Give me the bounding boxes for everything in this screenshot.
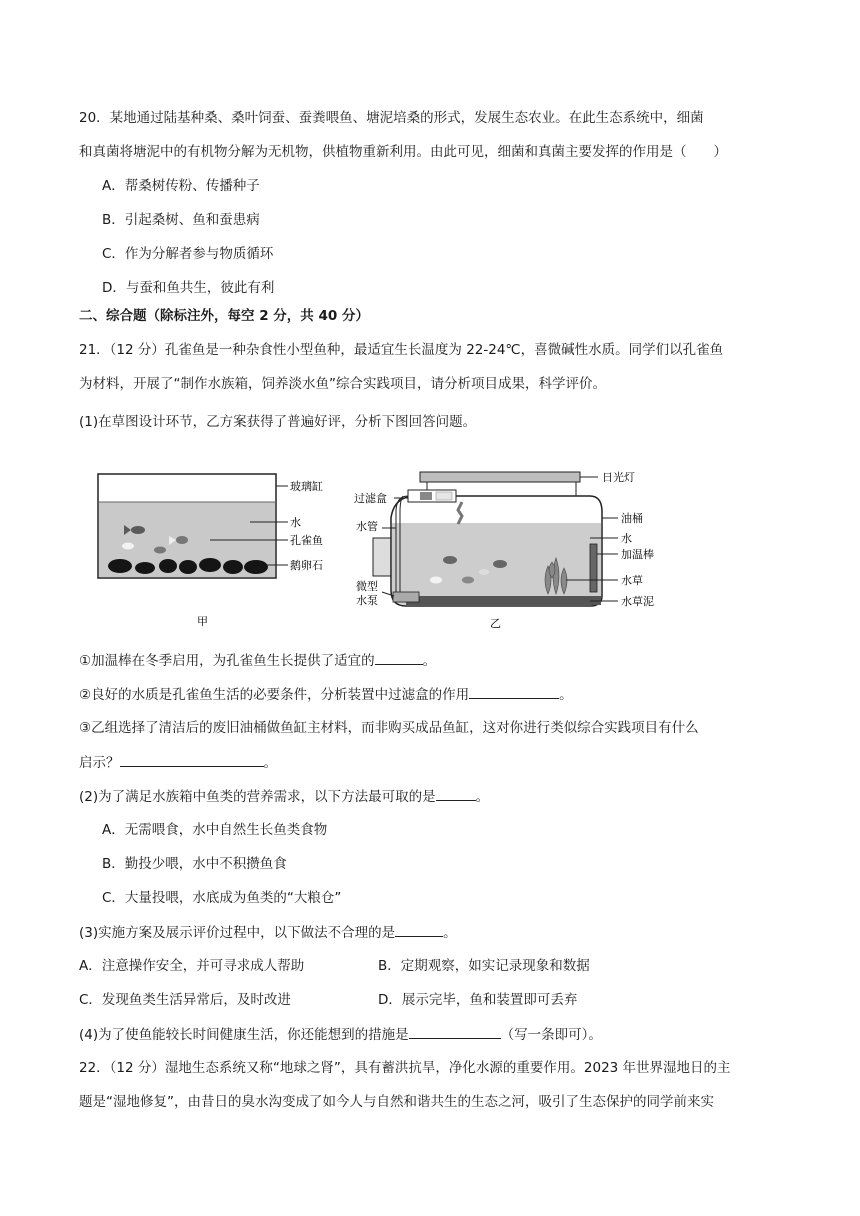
fig-b-label-heater: 加温棒: [621, 548, 654, 561]
q21-p2-option-b: B．勤投少喂，水中不积攒鱼食: [102, 856, 287, 872]
fig-b-label-lamp: 日光灯: [602, 471, 635, 484]
q21-sub1: ①加温棒在冬季启用，为孔雀鱼生长提供了适宜的 。: [79, 650, 436, 671]
answer-blank-3[interactable]: [120, 752, 264, 767]
q21-sub3-line1: ③乙组选择了清洁后的废旧油桶做鱼缸主材料，而非购买成品鱼缸，这对你进行类似综合实践项目有什么: [79, 720, 699, 736]
q21-part2: (2)为了满足水族箱中鱼类的营养需求，以下方法最可取的是 。: [79, 786, 489, 807]
q20-option-b: B．引起桑树、鱼和蚕患病: [102, 212, 260, 228]
fig-b-label-plant: 水草: [621, 574, 643, 587]
answer-blank-1[interactable]: [375, 650, 423, 665]
q21-p2-option-c: C．大量投喂，水底成为鱼类的“大粮仓”: [102, 890, 342, 906]
q21-line1: 21．（12 分）孔雀鱼是一种杂食性小型鱼种，最适宜生长温度为 22-24℃，喜微碱性水质。同学们以孔雀鱼: [79, 342, 724, 358]
fig-a-label-fish: 孔雀鱼: [290, 534, 323, 547]
q22-line2: 题是“湿地修复”，由昔日的臭水沟变成了如今人与自然和谐共生的生态之河，吸引了生态保护的同学前来实: [79, 1094, 714, 1110]
q22-line1: 22．（12 分）湿地生态系统又称“地球之肾”，具有蓄洪抗旱，净化水源的重要作用。2023 年世界湿地日的主: [79, 1060, 731, 1076]
answer-blank-4[interactable]: [436, 786, 476, 801]
fig-b-label-tube: 水管: [356, 520, 378, 533]
q21-sub3-line2: 启示？ 。: [79, 752, 277, 773]
q20-line1: 20．某地通过陆基种桑、桑叶饲蚕、蚕粪喂鱼、塘泥培桑的形式，发展生态农业。在此生态系统中，细菌: [79, 110, 704, 126]
fig-a-label-water: 水: [290, 516, 301, 529]
q20-option-d: D．与蚕和鱼共生，彼此有利: [102, 280, 275, 296]
fig-b-label-soil: 水草泥: [621, 595, 654, 608]
fig-b-label-water: 水: [621, 532, 632, 545]
fig-a-label-tank: 玻璃缸: [290, 480, 323, 493]
fig-b-label-barrel: 油桶: [621, 512, 643, 525]
q21-p3-option-d: D．展示完毕，鱼和装置即可丢弃: [378, 992, 578, 1008]
fig-a-caption: 甲: [197, 615, 208, 628]
q21-line2: 为材料，开展了“制作水族箱，饲养淡水鱼”综合实践项目，请分析项目成果，科学评价。: [79, 376, 606, 392]
q21-p3-option-c: C．发现鱼类生活异常后，及时改进: [79, 992, 291, 1008]
q21-part3: (3)实施方案及展示评价过程中，以下做法不合理的是 。: [79, 922, 457, 943]
q21-p3-option-a: A．注意操作安全，并可寻求成人帮助: [79, 958, 305, 974]
section2-title: 二、综合题（除标注外，每空 2 分，共 40 分）: [79, 308, 369, 324]
q21-p2-option-a: A．无需喂食，水中自然生长鱼类食物: [102, 822, 328, 838]
fig-b-label-pump-1: 微型: [356, 580, 378, 593]
fig-a-label-pebbles: 鹅卵石: [290, 559, 323, 572]
q21-part1: (1)在草图设计环节，乙方案获得了普遍好评，分析下图回答问题。: [79, 414, 477, 430]
q21-part4: (4)为了使鱼能较长时间健康生活，你还能想到的措施是 （写一条即可）。: [79, 1024, 602, 1045]
fig-b-caption: 乙: [490, 617, 501, 630]
q20-line2: 和真菌将塘泥中的有机物分解为无机物，供植物重新利用。由此可见，细菌和真菌主要发挥的作用是（ ）: [79, 144, 727, 160]
fig-b-label-pump-2: 水泵: [356, 594, 378, 607]
aquarium-figure: [90, 468, 690, 633]
q21-sub2: ②良好的水质是孔雀鱼生活的必要条件，分析装置中过滤盒的作用 。: [79, 684, 573, 705]
answer-blank-6[interactable]: [409, 1024, 501, 1039]
answer-blank-5[interactable]: [395, 922, 443, 937]
q20-option-c: C．作为分解者参与物质循环: [102, 246, 274, 262]
q20-option-a: A．帮桑树传粉、传播种子: [102, 178, 260, 194]
answer-blank-2[interactable]: [469, 684, 559, 699]
q21-p3-option-b: B．定期观察，如实记录现象和数据: [378, 958, 590, 974]
fig-b-label-filter: 过滤盒: [354, 492, 387, 505]
